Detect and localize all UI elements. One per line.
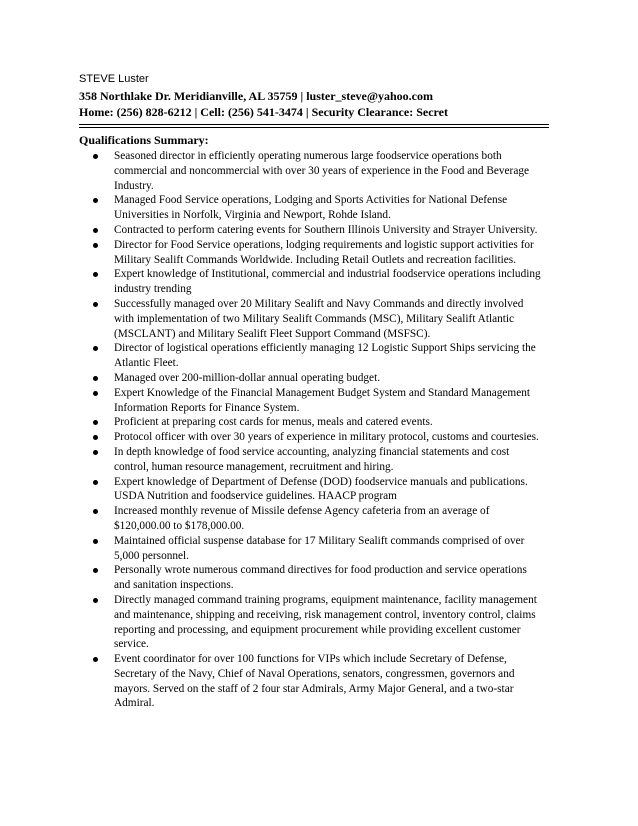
- address-email-line: 358 Northlake Dr. Meridianville, AL 35759 | luster_steve@yahoo.com: [79, 89, 433, 103]
- bullet-icon: [93, 272, 98, 277]
- bullet-icon: [93, 376, 98, 381]
- qualification-text: Protocol officer with over 30 years of experience in military protocol, customs and courtesies.: [114, 431, 539, 444]
- bullet-icon: [93, 420, 98, 425]
- qualification-text: In depth knowledge of food service accounting, analyzing financial statements and cost control, human resource management, recruitment and hiring.: [114, 445, 510, 473]
- bullet-icon: [93, 302, 98, 307]
- bullet-icon: [93, 346, 98, 351]
- qualification-item: [93, 238, 543, 268]
- phone-clearance-line: Home: (256) 828-6212 | Cell: (256) 541-3474 | Security Clearance: Secret: [79, 105, 448, 119]
- qualification-item: [93, 193, 543, 223]
- qualification-text: Successfully managed over 20 Military Sealift and Navy Commands and directly involved with implementation of two Military Sealift Commands (MSC), Military Sealift Atlantic (MSCLANT) and Military Sealift Fleet Support Command (MSFSC).: [114, 297, 524, 340]
- qualification-text: Increased monthly revenue of Missile defense Agency cafeteria from an average of $120,000.00 to $178,000.00.: [114, 505, 490, 532]
- bullet-icon: [93, 657, 98, 662]
- qualification-item: [93, 371, 543, 386]
- qualification-item: [93, 297, 543, 341]
- qualifications-list: [93, 149, 543, 711]
- bullet-icon: [93, 568, 98, 573]
- qualification-text: Expert knowledge of Institutional, commercial and industrial foodservice operations including industry trending: [114, 268, 541, 296]
- qualification-item: [93, 445, 543, 475]
- qualification-text: Event coordinator for over 100 functions for VIPs which include Secretary of Defense, Secretary of the Navy, Chief of Naval Operations, senators, congressmen, governors and mayors. Served on the staff of 2 four star Admirals, Army Major General, and a two-star Admiral.: [114, 653, 515, 710]
- qualification-text: Expert knowledge of Department of Defense (DOD) foodservice manuals and publications. USDA Nutrition and foodservice guidelines. HAACP program: [114, 475, 528, 503]
- qualification-text: Director of logistical operations efficiently managing 12 Logistic Support Ships servicing the Atlantic Fleet.: [114, 342, 536, 370]
- qualification-item: [93, 563, 543, 593]
- qualification-text: Proficient at preparing cost cards for menus, meals and catered events.: [114, 416, 433, 429]
- header-divider-bottom: [79, 127, 549, 128]
- candidate-name: STEVE Luster: [79, 73, 149, 85]
- header-divider-top: [79, 124, 549, 125]
- qualification-text: Managed Food Service operations, Lodging and Sports Activities for National Defense Universities in Norfolk, Virginia and Newport, Rohde Island.: [114, 194, 508, 222]
- qualification-item: [93, 341, 543, 371]
- bullet-icon: [93, 539, 98, 544]
- bullet-icon: [93, 228, 98, 233]
- qualification-text: Expert Knowledge of the Financial Management Budget System and Standard Management Information Reports for Finance System.: [114, 386, 530, 414]
- qualification-item: [93, 652, 543, 711]
- qualification-item: [93, 534, 543, 564]
- qualification-item: [93, 593, 543, 652]
- qualification-item: [93, 223, 543, 238]
- bullet-icon: [93, 435, 98, 440]
- bullet-icon: [93, 480, 98, 485]
- qualification-text: Maintained official suspense database for 17 Military Sealift commands comprised of over 5,000 personnel.: [114, 534, 525, 562]
- qualification-item: [93, 475, 543, 505]
- bullet-icon: [93, 154, 98, 159]
- bullet-icon: [93, 243, 98, 248]
- qualification-item: [93, 430, 543, 445]
- qualification-item: [93, 267, 543, 297]
- qualification-text: Contracted to perform catering events for Southern Illinois University and Strayer University.: [114, 223, 538, 236]
- qualifications-heading: Qualifications Summary:: [79, 133, 209, 147]
- qualification-item: [93, 504, 543, 534]
- qualification-text: Director for Food Service operations, lodging requirements and logistic support activities for Military Sealift Commands Worldwide. Including Retail Outlets and recreation facilities.: [114, 238, 534, 266]
- bullet-icon: [93, 391, 98, 396]
- bullet-icon: [93, 509, 98, 514]
- qualification-text: Directly managed command training programs, equipment maintenance, facility management and maintenance, shipping and receiving, risk management control, inventory control, claims reporting and processing, and equipment procurement while providing excellent customer service.: [114, 593, 537, 651]
- qualification-text: Seasoned director in efficiently operating numerous large foodservice operations both commercial and noncommercial with over 30 years of experience in the Food and Beverage Industry.: [114, 150, 530, 192]
- bullet-icon: [93, 198, 98, 203]
- bullet-icon: [93, 598, 98, 603]
- qualification-item: [93, 415, 543, 430]
- bullet-icon: [93, 450, 98, 455]
- qualification-text: Personally wrote numerous command directives for food production and service operations and sanitation inspections.: [114, 564, 527, 592]
- qualification-text: Managed over 200-million-dollar annual operating budget.: [114, 371, 381, 384]
- qualification-item: [93, 386, 543, 416]
- qualification-item: [93, 149, 543, 193]
